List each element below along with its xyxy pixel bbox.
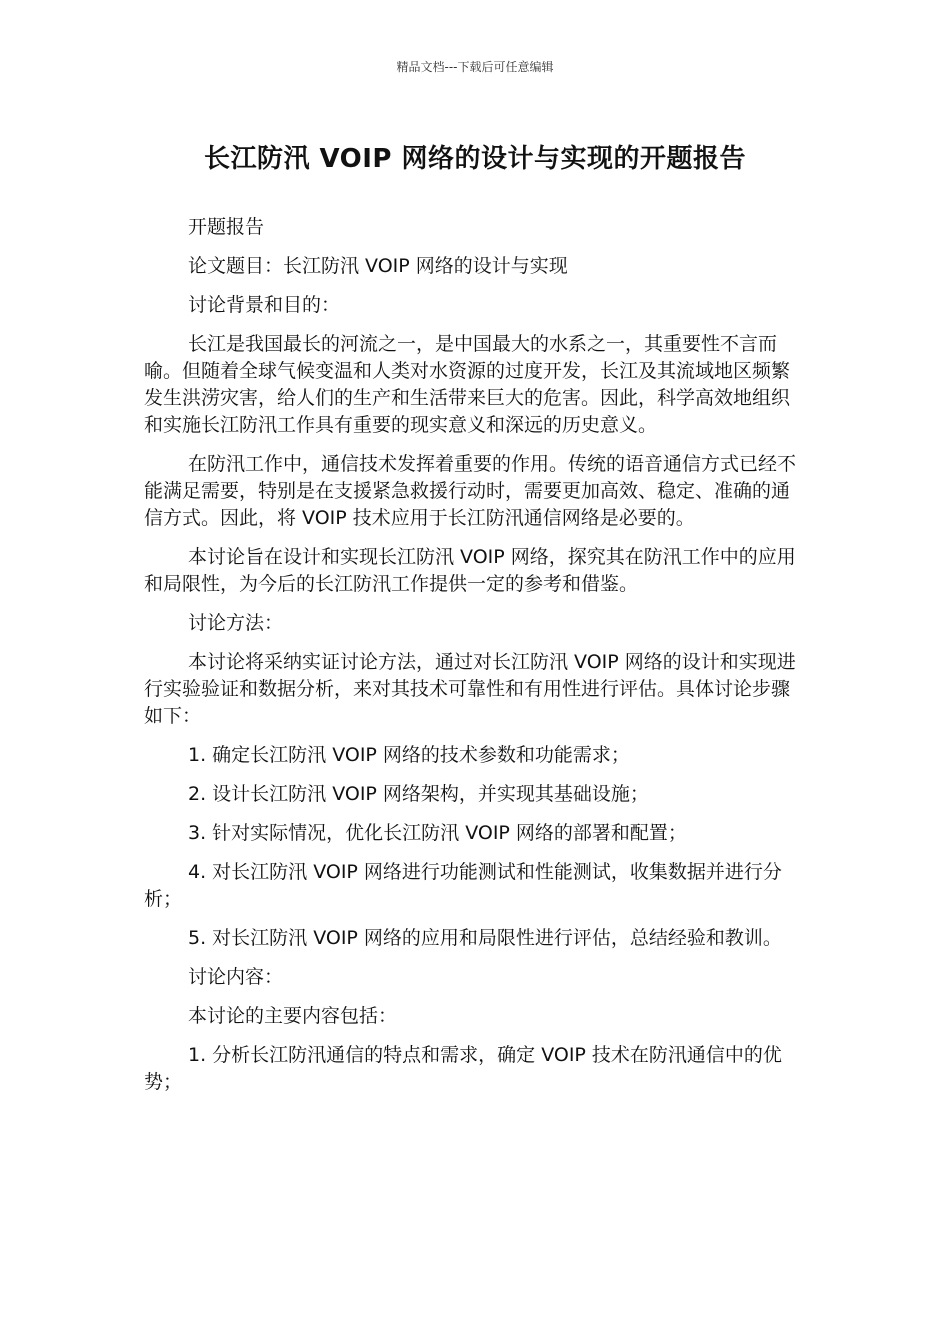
thesis-title-line: 论文题目：长江防汛 VOIP 网络的设计与实现 [188,255,568,277]
method-step-5: 5. 对长江防汛 VOIP 网络的应用和局限性进行评估，总结经验和教训。 [188,927,782,949]
method-step-4: 4. 对长江防汛 VOIP 网络进行功能测试和性能测试，收集数据并进行分析； [144,861,782,910]
page-header-note: 精品文档---下载后可任意编辑 [396,60,554,74]
method-step-1: 1. 确定长江防汛 VOIP 网络的技术参数和功能需求； [188,744,630,766]
document-body [144,214,808,1108]
heading-proposal: 开题报告 [188,216,265,238]
paragraph-method: 本讨论将采纳实证讨论方法，通过对长江防汛 VOIP 网络的设计和实现进行实验验证和数据分析，来对其技术可靠性和有用性进行评估。具体讨论步骤如下： [144,651,796,727]
paragraph-background-2: 在防汛工作中，通信技术发挥着重要的作用。传统的语音通信方式已经不能满足需要，特别是在支援紧急救援行动时，需要更加高效、稳定、准确的通信方式。因此，将 VOIP 技术应用于长江防汛通信网络是必要的。 [144,453,797,529]
section-heading-background: 讨论背景和目的： [188,294,341,316]
document-title: 长江防汛 VOIP 网络的设计与实现的开题报告 [203,144,747,174]
paragraph-background-1: 长江是我国最长的河流之一，是中国最大的水系之一，其重要性不言而喻。但随着全球气候变温和人类对水资源的过度开发，长江及其流域地区频繁发生洪涝灾害，给人们的生产和生活带来巨大的危害。因此，科学高效地组织和实施长江防汛工作具有重要的现实意义和深远的历史意义。 [144,333,791,436]
paragraph-content-intro: 本讨论的主要内容包括： [188,1005,398,1027]
content-item-1: 1. 分析长江防汛通信的特点和需求，确定 VOIP 技术在防汛通信中的优势； [144,1044,782,1093]
section-heading-method: 讨论方法： [188,612,284,634]
method-step-3: 3. 针对实际情况，优化长江防汛 VOIP 网络的部署和配置； [188,822,687,844]
section-heading-content: 讨论内容： [188,966,284,988]
paragraph-purpose: 本讨论旨在设计和实现长江防汛 VOIP 网络，探究其在防汛工作中的应用和局限性，为今后的长江防汛工作提供一定的参考和借鉴。 [144,546,796,595]
method-step-2: 2. 设计长江防汛 VOIP 网络架构，并实现其基础设施； [188,783,649,805]
